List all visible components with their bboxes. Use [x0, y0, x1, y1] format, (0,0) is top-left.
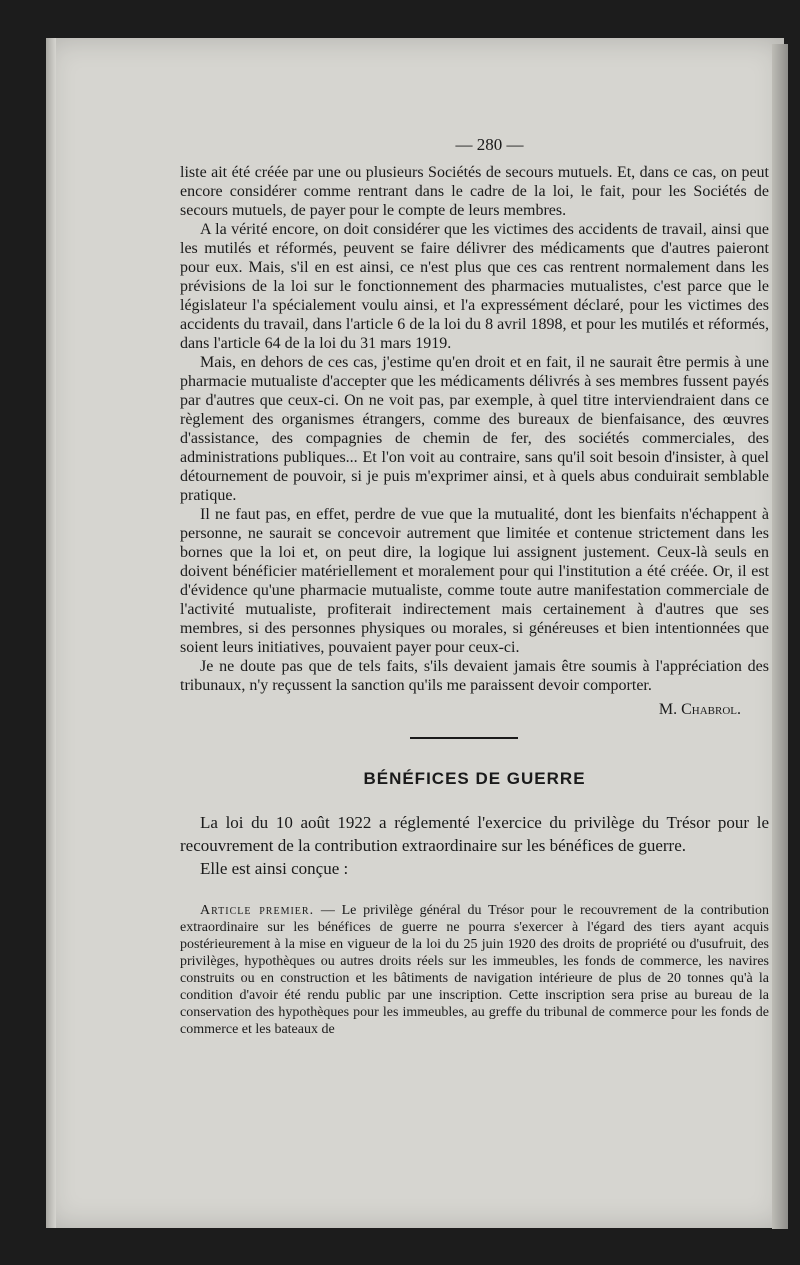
- paragraph-2: A la vérité encore, on doit considérer que les victimes des accidents de travail, ainsi que les mutilés et réformés, peuvent se faire délivrer des médicaments que d'autres paieront pour eux. Mais, s'il en est ainsi, ce n'est plus que ces cas rentrent normalement dans les prévisions de la loi sur le fonctionnement des pharmacies mutualistes, c'est parce que le législateur l'a spécialement voulu ainsi, et l'a expressément déclaré, pour les victimes des accidents du travail, dans l'article 6 de la loi du 8 avril 1898, et pour les mutilés et réformés, dans l'article 64 de la loi du 31 mars 1919.: [180, 221, 769, 352]
- page-content: [180, 135, 769, 1038]
- page-number: — 280 —: [455, 135, 524, 154]
- paragraph-3: Mais, en dehors de ces cas, j'estime qu'en droit et en fait, il ne saurait être permis à une pharmacie mutualiste d'accepter que les médicaments délivrés à ses membres fussent payés par d'autres que ceux-ci. On ne voit pas, par exemple, à quel titre interviendraient dans ce règlement des organismes étrangers, comme des bureaux de bienfaisance, des œuvres d'assistance, des compagnies de chemin de fer, des sociétés commerciales, des administrations publiques... Et l'on voit au contraire, sans qu'il soit besoin d'insister, à quel détournement de pouvoir, si je puis m'exprimer ainsi, et à quels abus conduirait semblable pratique.: [180, 354, 769, 504]
- paragraph-4: Il ne faut pas, en effet, perdre de vue que la mutualité, dont les bienfaits n'échappent à personne, ne saurait se concevoir autrement que limitée et contenue strictement dans les bornes que la loi et, on peut dire, la logique lui assignent justement. Ceux-là seuls en doivent bénéficier matériellement et moralement pour qui l'institution a été créée. Or, il est d'évidence qu'une pharmacie mutualiste, comme toute autre manifestation commerciale de l'activité mutualiste, profiterait indirectement mais certainement à d'autres que ses membres, si des personnes physiques ou morales, si généreuses et bien intentionnées que soient leurs initiatives, pouvaient payer pour ceux-ci.: [180, 506, 769, 656]
- section-title: BÉNÉFICES DE GUERRE: [363, 769, 586, 788]
- page-edge: [772, 44, 788, 1229]
- paragraph-1: liste ait été créée par une ou plusieurs Sociétés de secours mutuels. Et, dans ce cas, on peut encore considérer comme rentrant dans le cadre de la loi, le fait, pour les Sociétés de secours mutuels, de payer pour le compte de leurs membres.: [180, 164, 769, 219]
- section-divider: [410, 737, 518, 739]
- article-paragraph: [180, 902, 769, 1038]
- article-text: — Le privilège général du Trésor pour le recouvrement de la contribution extraordinaire sur les bénéfices de guerre ne pourra s'exercer à l'égard des tiers ayant acquis postérieurement à la mise en vigueur de la loi du 25 juin 1920 des droits de propriété ou d'usufruit, des privilèges, hypothèques ou autres droits réels sur les immeubles, les fonds de commerce, les navires construits ou en construction et les bâtiments de navigation intérieure de plus de 20 tonnes qu'à la condition d'avoir été rendu public par une inscription. Cette inscription sera prise au bureau de la conservation des hypothèques pour les immeubles, au greffe du tribunal de commerce pour les fonds de commerce et les bateaux de: [180, 903, 769, 1037]
- page-fold-shadow: [46, 38, 56, 1228]
- signature: M. Chabrol.: [658, 701, 741, 718]
- intro-paragraph: La loi du 10 août 1922 a réglementé l'exercice du privilège du Trésor pour le recouvrement de la contribution extraordinaire sur les bénéfices de guerre.: [180, 813, 769, 855]
- intro-paragraph-2: Elle est ainsi conçue :: [200, 859, 349, 878]
- article-label: Article premier.: [200, 903, 315, 918]
- paragraph-5: Je ne doute pas que de tels faits, s'ils devaient jamais être soumis à l'appréciation des tribunaux, n'y reçussent la sanction qu'ils me paraissent devoir comporter.: [180, 658, 769, 694]
